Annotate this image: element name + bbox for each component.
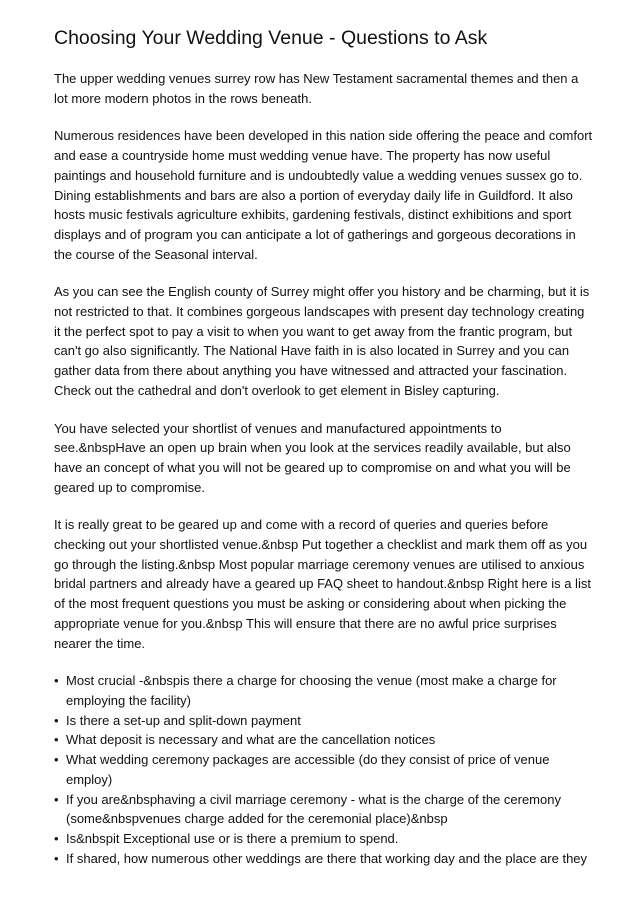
list-item: • If you are&nbsphaving a civil marriage ceremony - what is the charge of the ceremony (some&nbspvenues charge added for the ceremonial place)&nbsp [54,790,594,829]
list-item: • If shared, how numerous other weddings are there that working day and the place are they [54,849,594,869]
list-item: • Is there a set-up and split-down payment [54,711,594,731]
question-list [54,671,594,868]
list-item: • What wedding ceremony packages are accessible (do they consist of price of venue employ) [54,750,594,789]
document-page [54,26,594,868]
paragraph-residences: Numerous residences have been developed in this nation side offering the peace and comfort and ease a countryside home must wedding venue have. The property has now useful paintings and household furniture and is undoubtedly value a wedding venues sussex go to. Dining establishments and bars are also a portion of everyday daily life in Guildford. It also hosts music festivals agriculture exhibits, gardening festivals, distinct exhibitions and sport displays and of program you can anticipate a lot of gatherings and gorgeous decorations in the course of the Seasonal interval. [54,128,593,262]
list-item: • What deposit is necessary and what are the cancellation notices [54,730,594,750]
list-item: • Is&nbspit Exceptional use or is there a premium to spend. [54,829,594,849]
list-item: • Most crucial -&nbspis there a charge for choosing the venue (most make a charge for employing the facility) [54,671,594,710]
paragraph-checklist: It is really great to be geared up and come with a record of queries and queries before checking out your shortlisted venue.&nbsp Put together a checklist and mark them off as you go through the listing.&nbsp Most popular marriage ceremony venues are utilised to anxious bridal partners and already have a geared up FAQ sheet to handout.&nbsp Right here is a list of the most frequent questions you must be asking or considering about when picking the appropriate venue for you.&nbsp This will ensure that there are no awful price surprises nearer the time. [54,517,591,651]
paragraph-intro: The upper wedding venues surrey row has New Testament sacramental themes and then a lot more modern photos in the rows beneath. [54,71,579,106]
paragraph-surrey: As you can see the English county of Surrey might offer you history and be charming, but it is not restricted to that. It combines gorgeous landscapes with present day technology creating it the perfect spot to pay a visit to when you want to get away from the frantic program, but can't go also significantly. The National Have faith in is also located in Surrey and you can gather data from there about anything you have witnessed and attracted your fascination. Check out the cathedral and don't overlook to get element in Bisley capturing. [54,284,590,398]
paragraph-shortlist: You have selected your shortlist of venues and manufactured appointments to see.&nbspHave an open up brain when you look at the services readily available, but also have an concept of what you will not be geared up to compromise on and what you will be geared up to compromise. [54,420,571,495]
document-title: Choosing Your Wedding Venue - Questions to Ask [54,27,488,49]
